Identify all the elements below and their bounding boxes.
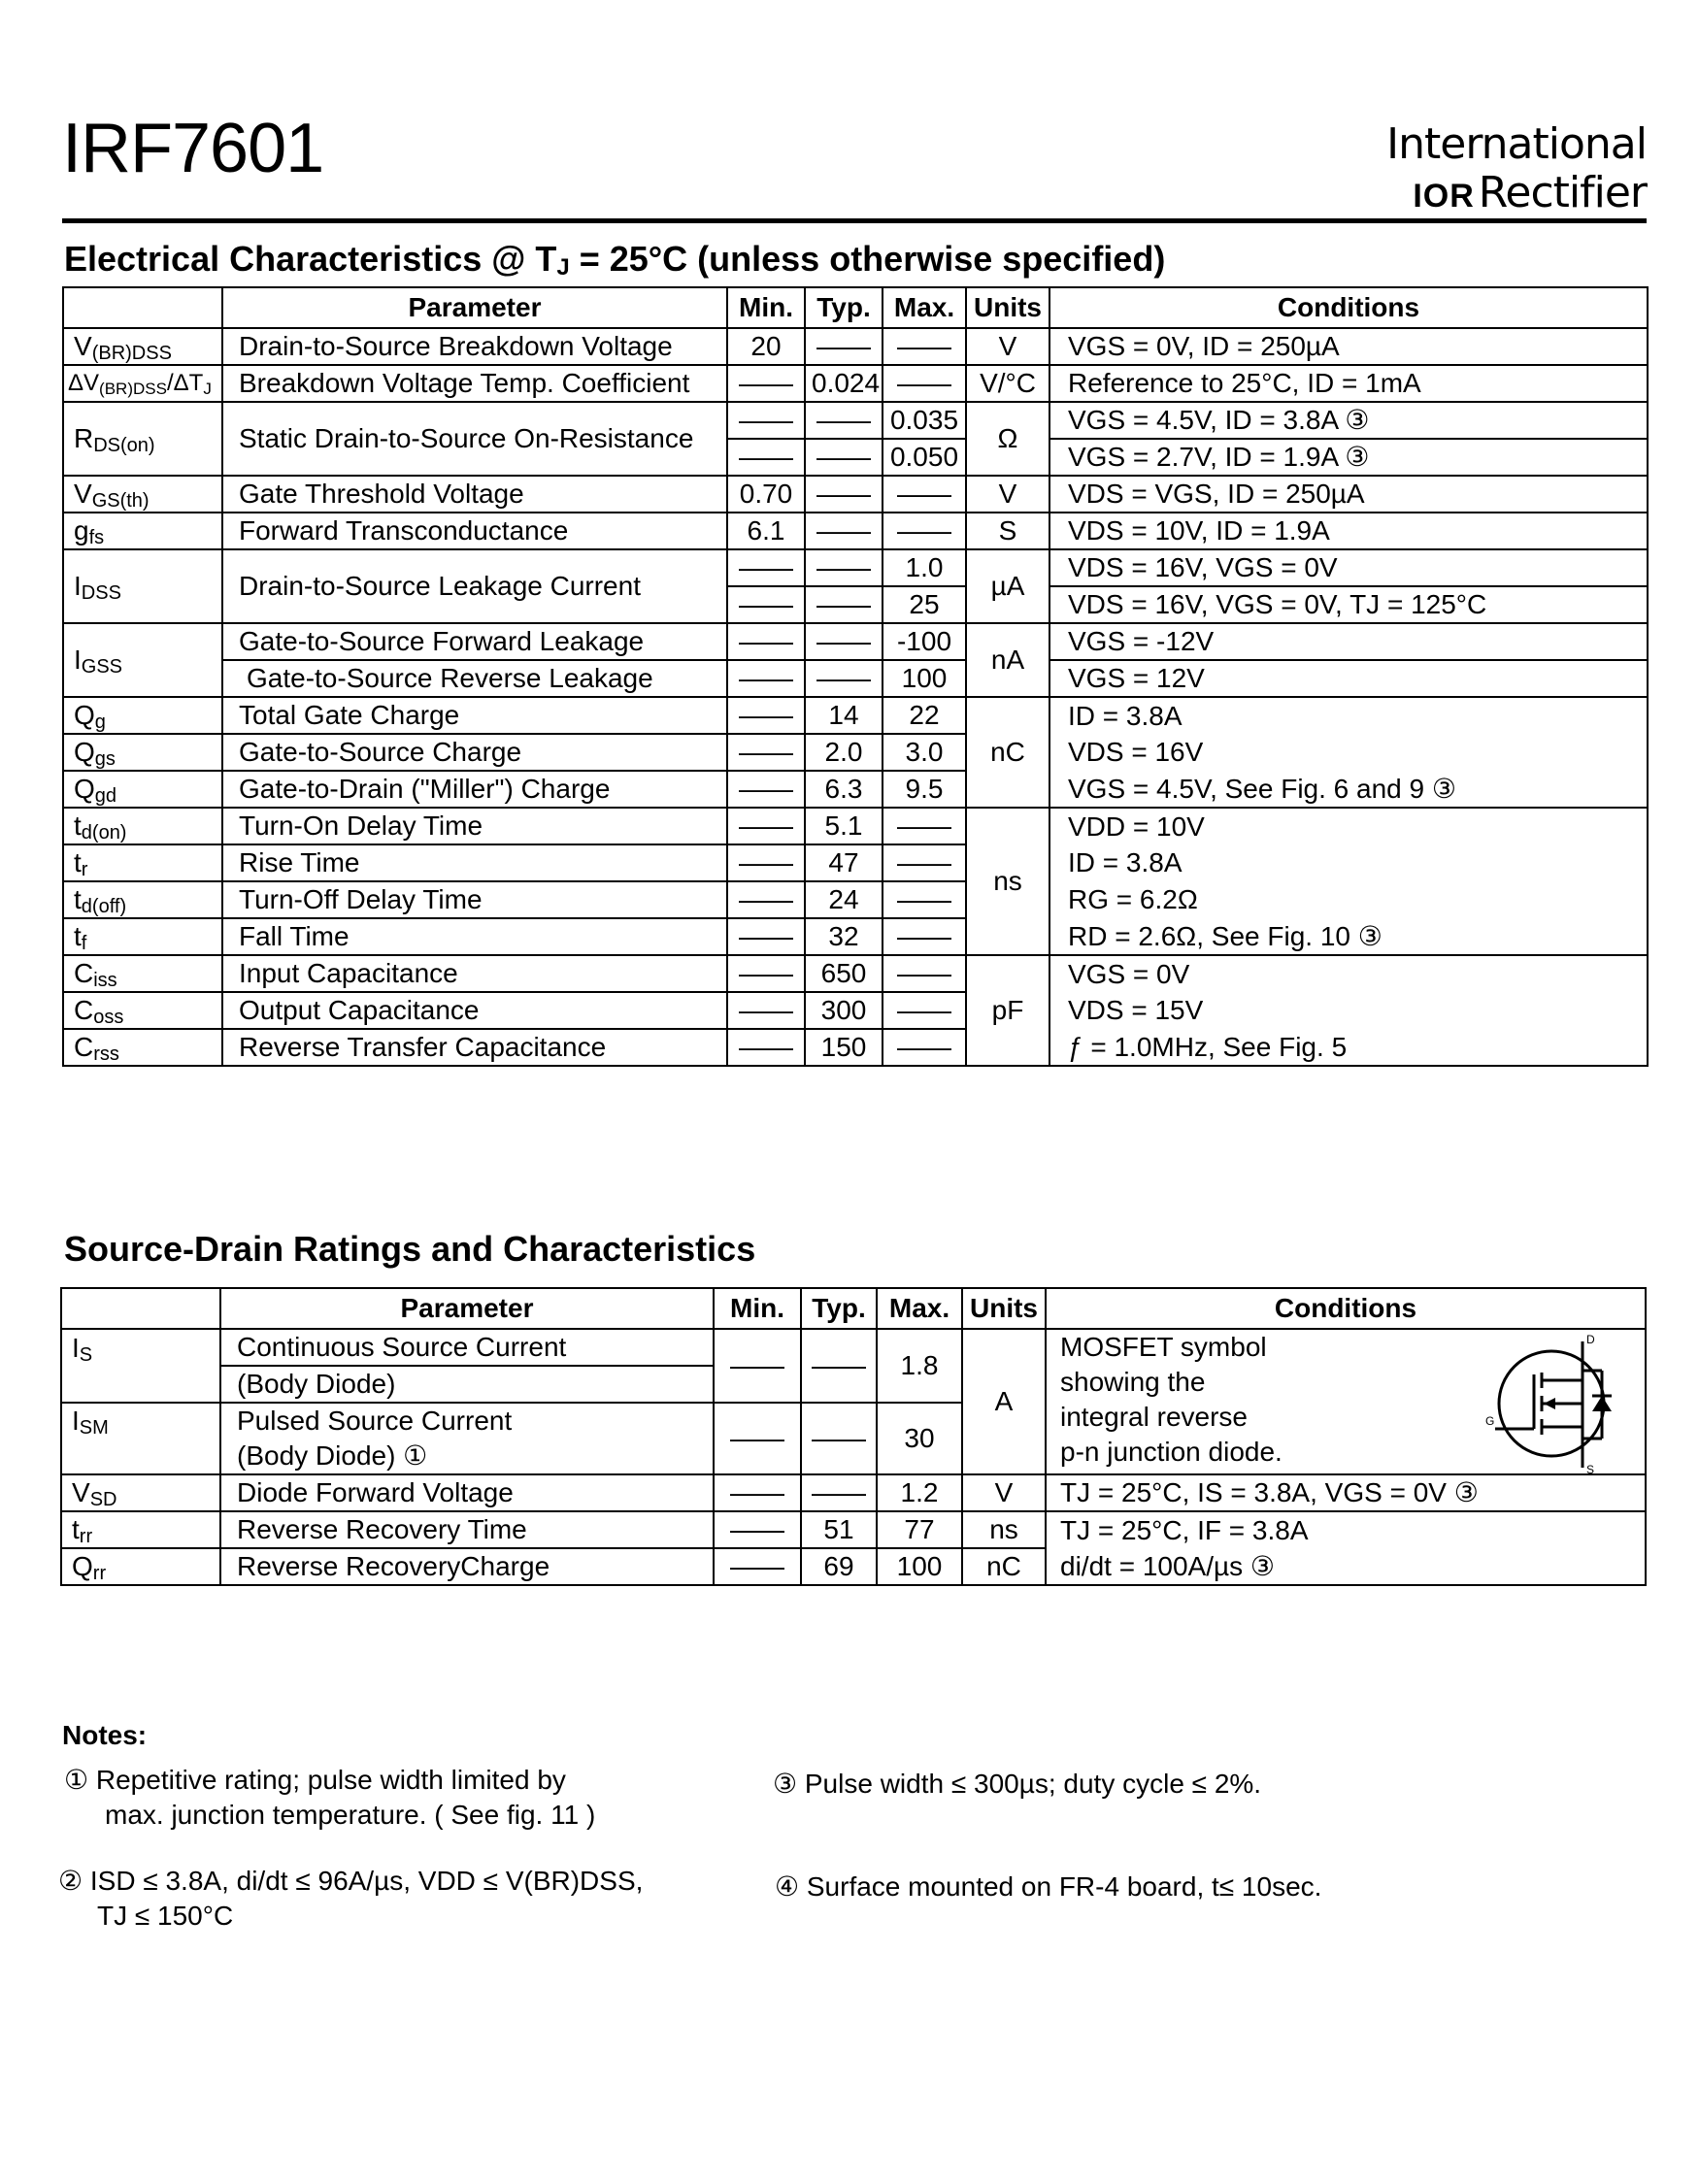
mosfet-text-2: showing the: [1060, 1367, 1206, 1397]
typ: 32: [805, 918, 883, 955]
typ: 47: [805, 844, 883, 881]
max: ——: [883, 881, 966, 918]
parameter: Gate-to-Source Charge: [222, 734, 727, 771]
max: ——: [883, 955, 966, 992]
condition: TJ = 25°C, IF = 3.8A: [1046, 1511, 1646, 1548]
mosfet-source-label: S: [1586, 1463, 1595, 1475]
parameter: Forward Transconductance: [222, 513, 727, 549]
min: ——: [714, 1548, 801, 1585]
condition: ID = 3.8A: [1049, 844, 1648, 881]
symbol: $g_{fs}$: [63, 513, 222, 549]
typ: ——: [805, 549, 883, 586]
typ: ——: [805, 513, 883, 549]
unit: V/°C: [966, 365, 1049, 402]
condition: di/dt = 100A/µs ③: [1046, 1548, 1646, 1585]
min: ——: [727, 808, 805, 844]
table-row: [63, 771, 1648, 808]
condition: VGS = 4.5V, See Fig. 6 and 9 ③: [1049, 771, 1648, 808]
header-rule: [62, 218, 1647, 223]
parameter: Gate-to-Source Reverse Leakage: [222, 660, 727, 697]
unit: ns: [966, 808, 1049, 955]
mosfet-gate-label: G: [1485, 1414, 1495, 1428]
min: ——: [727, 697, 805, 734]
note-3: ③ Pulse width ≤ 300µs; duty cycle ≤ 2%.: [773, 1769, 1262, 1799]
min: 20: [727, 328, 805, 365]
unit: Ω: [966, 402, 1049, 476]
typ: ——: [805, 328, 883, 365]
min: ——: [727, 549, 805, 586]
ior-mark: IOR: [1413, 178, 1475, 215]
parameter: Gate-to-Drain ("Miller") Charge: [222, 771, 727, 808]
min: ——: [727, 402, 805, 439]
max: 0.035: [883, 402, 966, 439]
symbol: $t_r$: [63, 844, 222, 881]
condition: VGS = 12V: [1049, 660, 1648, 697]
condition: VGS = 0V: [1049, 955, 1648, 992]
col-min: Min.: [714, 1288, 801, 1329]
table-row: [63, 476, 1648, 513]
symbol: $t_{d(on)}$: [63, 808, 222, 844]
typ: ——: [805, 476, 883, 513]
sd-title: Source-Drain Ratings and Characteristics: [64, 1229, 756, 1269]
table-row: [63, 881, 1648, 918]
typ: ——: [801, 1403, 877, 1474]
col-parameter: Parameter: [222, 287, 727, 328]
parameter: Input Capacitance: [222, 955, 727, 992]
condition: VGS = 4.5V, ID = 3.8A ③: [1049, 402, 1648, 439]
table-row: [63, 734, 1648, 771]
max: 1.2: [877, 1474, 962, 1511]
col-units: Units: [962, 1288, 1046, 1329]
symbol: $V_{SD}$: [61, 1474, 220, 1511]
condition: RD = 2.6Ω, See Fig. 10 ③: [1049, 918, 1648, 955]
min: 0.70: [727, 476, 805, 513]
typ: 24: [805, 881, 883, 918]
max: ——: [883, 808, 966, 844]
table-row: [63, 513, 1648, 549]
table-row: [61, 1329, 1646, 1366]
condition: VGS = 2.7V, ID = 1.9A ③: [1049, 439, 1648, 476]
note-4: ④ Surface mounted on FR-4 board, t≤ 10sec.: [775, 1871, 1322, 1902]
col-min: Min.: [727, 287, 805, 328]
note-2: [58, 1864, 643, 1934]
table-row: [63, 992, 1648, 1029]
unit: V: [966, 328, 1049, 365]
condition: VDS = 15V: [1049, 992, 1648, 1029]
max: ——: [883, 328, 966, 365]
company-logo: [1386, 120, 1647, 220]
unit: V: [966, 476, 1049, 513]
col-conditions: Conditions: [1049, 287, 1648, 328]
table-row: [61, 1548, 1646, 1585]
logo-rectifier: Rectifier: [1478, 168, 1647, 217]
electrical-table: [62, 286, 1649, 1067]
condition: RG = 6.2Ω: [1049, 881, 1648, 918]
symbol: $I_{GSS}$: [63, 623, 222, 697]
min: 6.1: [727, 513, 805, 549]
condition: VGS = 0V, ID = 250µA: [1049, 328, 1648, 365]
condition: Reference to 25°C, ID = 1mA: [1049, 365, 1648, 402]
condition: VDS = 10V, ID = 1.9A: [1049, 513, 1648, 549]
mosfet-text-3: integral reverse: [1060, 1402, 1248, 1432]
table-row: [63, 365, 1648, 402]
mosfet-symbol-icon: [1485, 1332, 1631, 1474]
col-conditions: Conditions: [1046, 1288, 1646, 1329]
max: 22: [883, 697, 966, 734]
max: 0.050: [883, 439, 966, 476]
unit: ns: [962, 1511, 1046, 1548]
max: 77: [877, 1511, 962, 1548]
unit: nC: [962, 1548, 1046, 1585]
max: 9.5: [883, 771, 966, 808]
parameter: Breakdown Voltage Temp. Coefficient: [222, 365, 727, 402]
table-header-row: [63, 287, 1648, 328]
table-row: [63, 623, 1648, 660]
notes-heading: Notes:: [62, 1720, 148, 1750]
max: 30: [877, 1403, 962, 1474]
max: 1.0: [883, 549, 966, 586]
unit: V: [962, 1474, 1046, 1511]
min: ——: [714, 1474, 801, 1511]
parameter: Reverse RecoveryCharge: [220, 1548, 714, 1585]
mosfet-symbol-cell: [1046, 1329, 1646, 1474]
condition: TJ = 25°C, IS = 3.8A, VGS = 0V ③: [1046, 1474, 1646, 1511]
max: 25: [883, 586, 966, 623]
typ: 69: [801, 1548, 877, 1585]
note-1: [64, 1763, 595, 1833]
symbol: $C_{iss}$: [63, 955, 222, 992]
max: 3.0: [883, 734, 966, 771]
source-drain-table: [60, 1287, 1647, 1586]
parameter: Turn-Off Delay Time: [222, 881, 727, 918]
table-row: [63, 328, 1648, 365]
typ: 5.1: [805, 808, 883, 844]
typ: 650: [805, 955, 883, 992]
parameter: Gate-to-Source Forward Leakage: [222, 623, 727, 660]
note-1-line1: ① Repetitive rating; pulse width limited by: [64, 1765, 566, 1795]
note-2-line2: TJ ≤ 150°C: [97, 1901, 234, 1931]
mosfet-text-4: p-n junction diode.: [1060, 1437, 1283, 1467]
typ: ——: [801, 1474, 877, 1511]
table-header-row: [61, 1288, 1646, 1329]
symbol: $C_{rss}$: [63, 1029, 222, 1066]
min: ——: [714, 1403, 801, 1474]
typ: 300: [805, 992, 883, 1029]
condition: VDS = 16V, VGS = 0V: [1049, 549, 1648, 586]
part-number: IRF7601: [62, 110, 324, 187]
typ: 14: [805, 697, 883, 734]
symbol: $t_f$: [63, 918, 222, 955]
note-2-line1: ② ISD ≤ 3.8A, di/dt ≤ 96A/µs, VDD ≤ V(BR)DSS,: [58, 1866, 644, 1896]
min: ——: [714, 1511, 801, 1548]
parameter: Reverse Recovery Time: [220, 1511, 714, 1548]
typ: ——: [805, 586, 883, 623]
table-row: [63, 844, 1648, 881]
table-row: [63, 918, 1648, 955]
max: 1.8: [877, 1329, 962, 1403]
min: ——: [727, 918, 805, 955]
table-row: [63, 660, 1648, 697]
unit: A: [962, 1329, 1046, 1474]
parameter: Gate Threshold Voltage: [222, 476, 727, 513]
unit: pF: [966, 955, 1049, 1066]
symbol: $Q_{gs}$: [63, 734, 222, 771]
min: ——: [727, 365, 805, 402]
condition: VDS = 16V: [1049, 734, 1648, 771]
symbol: $t_{d(off)}$: [63, 881, 222, 918]
typ: ——: [805, 623, 883, 660]
parameter: (Body Diode) ①: [220, 1439, 714, 1474]
typ: 2.0: [805, 734, 883, 771]
typ: ——: [801, 1329, 877, 1403]
col-typ: Typ.: [805, 287, 883, 328]
max: ——: [883, 476, 966, 513]
typ: ——: [805, 402, 883, 439]
symbol: [61, 1439, 220, 1474]
col-symbol: [63, 287, 222, 328]
symbol: $I_{SM}$: [61, 1403, 220, 1439]
symbol: $V_{GS(th)}$: [63, 476, 222, 513]
parameter: Fall Time: [222, 918, 727, 955]
unit: nA: [966, 623, 1049, 697]
max: ——: [883, 918, 966, 955]
parameter: Drain-to-Source Breakdown Voltage: [222, 328, 727, 365]
col-max: Max.: [883, 287, 966, 328]
parameter: Continuous Source Current: [220, 1329, 714, 1366]
parameter: Pulsed Source Current: [220, 1403, 714, 1439]
typ: 6.3: [805, 771, 883, 808]
max: ——: [883, 992, 966, 1029]
min: ——: [727, 439, 805, 476]
table-row: [63, 1029, 1648, 1066]
table-row: [63, 402, 1648, 439]
symbol: [61, 1366, 220, 1403]
col-units: Units: [966, 287, 1049, 328]
max: ——: [883, 844, 966, 881]
col-typ: Typ.: [801, 1288, 877, 1329]
parameter: Static Drain-to-Source On-Resistance: [222, 402, 727, 476]
max: -100: [883, 623, 966, 660]
parameter: Reverse Transfer Capacitance: [222, 1029, 727, 1066]
min: ——: [727, 992, 805, 1029]
note-1-line2: max. junction temperature. ( See fig. 11 ): [105, 1800, 596, 1830]
col-symbol: [61, 1288, 220, 1329]
parameter: Rise Time: [222, 844, 727, 881]
min: ——: [727, 881, 805, 918]
mosfet-drain-label: D: [1586, 1333, 1595, 1346]
condition: VDD = 10V: [1049, 808, 1648, 844]
col-parameter: Parameter: [220, 1288, 714, 1329]
parameter: Drain-to-Source Leakage Current: [222, 549, 727, 623]
max: ——: [883, 1029, 966, 1066]
table-row: [63, 955, 1648, 992]
parameter: Total Gate Charge: [222, 697, 727, 734]
condition: ID = 3.8A: [1049, 697, 1648, 734]
symbol: $V_{(BR)DSS}$: [63, 328, 222, 365]
typ: 51: [801, 1511, 877, 1548]
symbol: $Q_{gd}$: [63, 771, 222, 808]
logo-line2: [1386, 169, 1647, 220]
parameter: (Body Diode): [220, 1366, 714, 1403]
max: ——: [883, 513, 966, 549]
symbol: $C_{oss}$: [63, 992, 222, 1029]
parameter: Turn-On Delay Time: [222, 808, 727, 844]
symbol: $Q_{rr}$: [61, 1548, 220, 1585]
logo-line1: International: [1386, 119, 1647, 169]
min: ——: [727, 844, 805, 881]
min: ——: [727, 734, 805, 771]
elec-title: Electrical Characteristics @ $T_J = 25^\circ C$ (unless otherwise specified): [64, 239, 1166, 281]
condition: VGS = -12V: [1049, 623, 1648, 660]
symbol: $R_{DS(on)}$: [63, 402, 222, 476]
max: 100: [877, 1548, 962, 1585]
min: ——: [727, 623, 805, 660]
max: 100: [883, 660, 966, 697]
typ: 0.024: [805, 365, 883, 402]
symbol: $Q_g$: [63, 697, 222, 734]
symbol: $I_{DSS}$: [63, 549, 222, 623]
min: ——: [727, 660, 805, 697]
table-row: [61, 1511, 1646, 1548]
condition: VDS = VGS, ID = 250µA: [1049, 476, 1648, 513]
max: ——: [883, 365, 966, 402]
unit: S: [966, 513, 1049, 549]
min: ——: [727, 586, 805, 623]
typ: ——: [805, 660, 883, 697]
condition: VDS = 16V, VGS = 0V, TJ = 125°C: [1049, 586, 1648, 623]
symbol: $\Delta V_{(BR)DSS}/\Delta T_J$: [63, 365, 222, 402]
min: ——: [727, 955, 805, 992]
condition: ƒ = 1.0MHz, See Fig. 5: [1049, 1029, 1648, 1066]
typ: ——: [805, 439, 883, 476]
col-max: Max.: [877, 1288, 962, 1329]
symbol: $t_{rr}$: [61, 1511, 220, 1548]
min: ——: [714, 1329, 801, 1403]
unit: nC: [966, 697, 1049, 808]
min: ——: [727, 771, 805, 808]
table-row: [63, 808, 1648, 844]
table-row: [63, 549, 1648, 586]
mosfet-text-1: MOSFET symbol: [1060, 1332, 1267, 1362]
table-row: [61, 1474, 1646, 1511]
min: ——: [727, 1029, 805, 1066]
symbol: $I_S$: [61, 1329, 220, 1366]
unit: µA: [966, 549, 1049, 623]
table-row: [63, 697, 1648, 734]
typ: 150: [805, 1029, 883, 1066]
parameter: Output Capacitance: [222, 992, 727, 1029]
parameter: Diode Forward Voltage: [220, 1474, 714, 1511]
